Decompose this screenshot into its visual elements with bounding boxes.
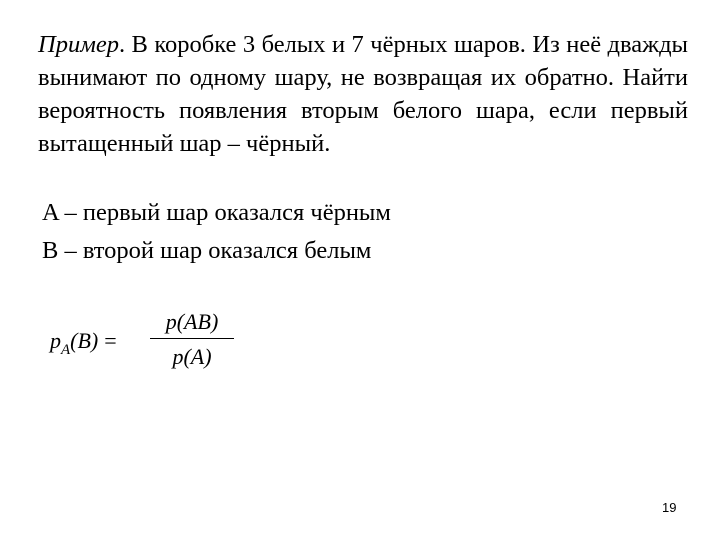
- formula-fraction: [150, 308, 234, 371]
- formula-lhs-arg: (B): [70, 328, 99, 353]
- event-a-definition: A – первый шар оказался чёрным: [42, 199, 391, 226]
- formula-numerator: p(AB): [165, 309, 219, 334]
- formula-denominator: p(A): [172, 344, 212, 369]
- example-label: Пример: [38, 31, 119, 58]
- conditional-probability-formula: [50, 308, 240, 378]
- problem-text: . В коробке 3 белых и 7 чёрных шаров. Из неё дважды вынимают по одному шару, не возвращая их обратно. Найти вероятность появления вторым белого шара, если первый вытащенный шар – чёрный.: [38, 31, 688, 157]
- fraction-bar: [150, 338, 234, 339]
- formula-lhs: [50, 328, 117, 358]
- page-number: 19: [662, 500, 677, 515]
- formula-equals: =: [104, 328, 117, 353]
- event-b-definition: B – второй шар оказался белым: [42, 237, 372, 264]
- problem-statement: [38, 28, 688, 160]
- formula-lhs-subscript: A: [61, 342, 71, 358]
- formula-lhs-func: p: [50, 328, 61, 353]
